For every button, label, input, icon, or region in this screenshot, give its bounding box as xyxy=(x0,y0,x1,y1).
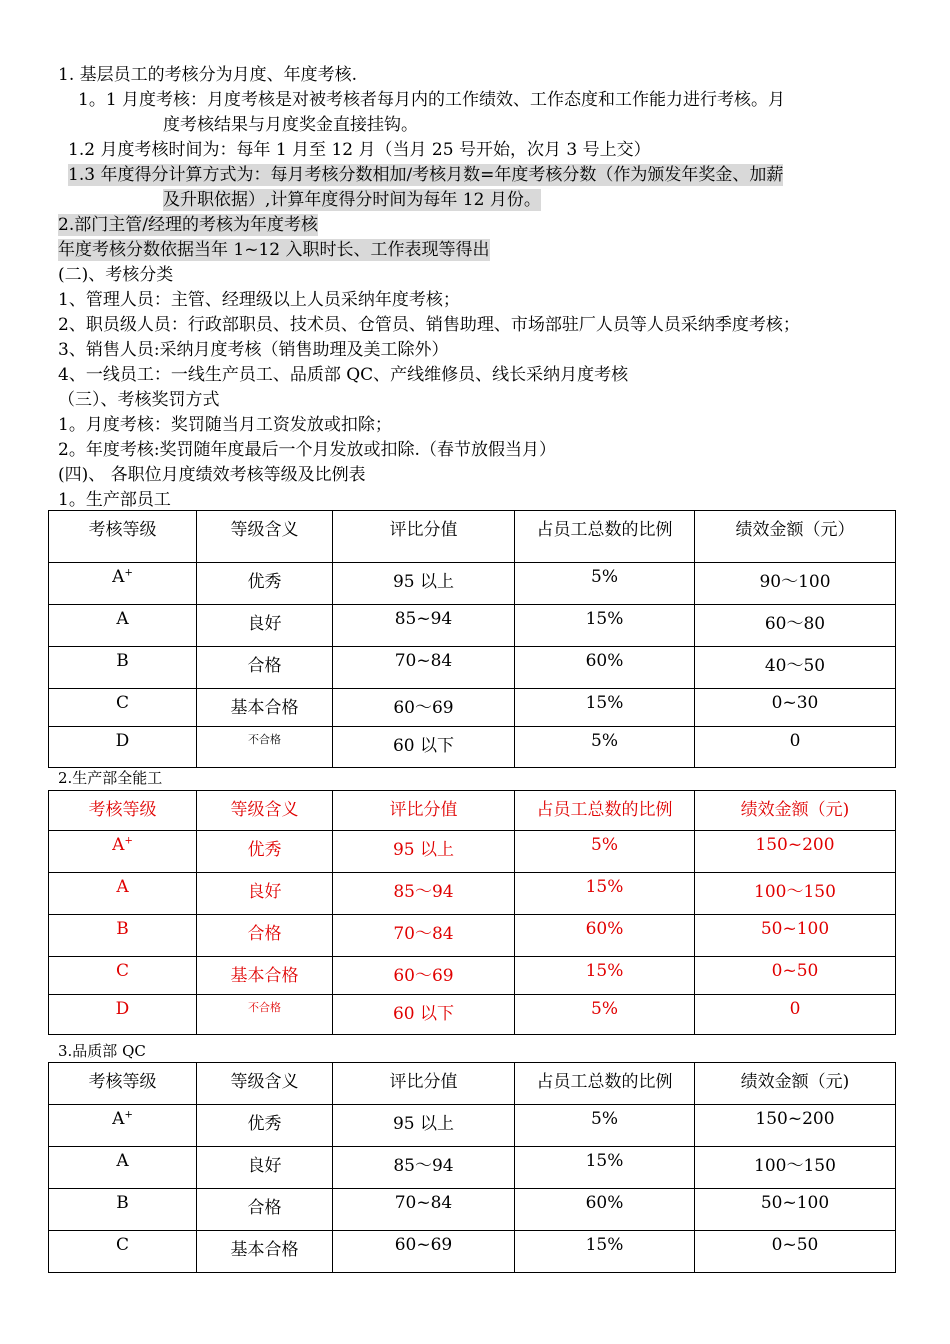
table-row xyxy=(49,957,896,995)
table-caption-2: 2.生产部全能工 xyxy=(58,769,163,787)
score-cell: 85～94 xyxy=(333,1147,515,1189)
ratio-cell: 15% xyxy=(515,1231,695,1273)
header-cell: 考核等级 xyxy=(49,1063,197,1105)
meaning-cell: 基本合格 xyxy=(197,689,333,727)
grade-cell: C xyxy=(49,689,197,727)
ratio-cell: 5% xyxy=(515,831,695,873)
table-row xyxy=(49,915,896,957)
ratio-cell: 60% xyxy=(515,647,695,689)
meaning-cell: 良好 xyxy=(197,1147,333,1189)
header-cell: 考核等级 xyxy=(49,791,197,831)
header-cell: 评比分值 xyxy=(333,511,515,563)
grade-cell: D xyxy=(49,995,197,1035)
amount-cell: 0~50 xyxy=(695,1231,896,1273)
grade-cell: B xyxy=(49,915,197,957)
ratio-cell: 5% xyxy=(515,727,695,768)
section-heading-4: (四)、 各职位月度绩效考核等级及比例表 xyxy=(58,465,366,485)
grade-cell: B xyxy=(49,1189,197,1231)
table-row xyxy=(49,1189,896,1231)
amount-cell: 0 xyxy=(695,727,896,768)
meaning-cell: 良好 xyxy=(197,605,333,647)
score-cell: 70~84 xyxy=(333,1189,515,1231)
table-row xyxy=(49,605,896,647)
category-item-4: 4、一线员工：一线生产员工、品质部 QC、产线维修员、线长采纳月度考核 xyxy=(58,365,629,385)
ratio-cell: 15% xyxy=(515,873,695,915)
ratio-cell: 5% xyxy=(515,563,695,605)
amount-cell: 90～100 xyxy=(695,563,896,605)
score-cell: 85～94 xyxy=(333,873,515,915)
paragraph-1-2: 1.2 月度考核时间为：每年 1 月至 12 月（当月 25 号开始，次月 3 号上交） xyxy=(68,140,651,160)
table-row xyxy=(49,1105,896,1147)
score-cell: 60～69 xyxy=(333,957,515,995)
paragraph-2-detail: 年度考核分数依据当年 1~12 入职时长、工作表现等得出 xyxy=(58,240,490,260)
amount-cell: 40～50 xyxy=(695,647,896,689)
ratio-cell: 60% xyxy=(515,915,695,957)
meaning-cell: 不合格 xyxy=(197,727,333,768)
table-row xyxy=(49,995,896,1035)
grade-table-qc xyxy=(48,1062,896,1273)
amount-cell: 0~50 xyxy=(695,957,896,995)
grade-cell: B xyxy=(49,647,197,689)
header-cell: 绩效金额（元) xyxy=(695,1063,896,1105)
header-cell: 占员工总数的比例 xyxy=(515,791,695,831)
amount-cell: 0~30 xyxy=(695,689,896,727)
paragraph-1-3-cont: 及升职依据）,计算年度得分时间为每年 12 月份。 xyxy=(163,190,541,210)
header-cell: 占员工总数的比例 xyxy=(515,511,695,563)
reward-item-2: 2。年度考核:奖罚随年度最后一个月发放或扣除.（春节放假当月） xyxy=(58,440,556,460)
table-row xyxy=(49,1147,896,1189)
section-heading-2: (二)、考核分类 xyxy=(58,265,174,285)
header-cell: 等级含义 xyxy=(197,791,333,831)
meaning-cell: 合格 xyxy=(197,915,333,957)
meaning-cell: 合格 xyxy=(197,1189,333,1231)
ratio-cell: 5% xyxy=(515,995,695,1035)
grade-cell: C xyxy=(49,957,197,995)
table-row xyxy=(49,1231,896,1273)
meaning-cell: 优秀 xyxy=(197,563,333,605)
ratio-cell: 15% xyxy=(515,605,695,647)
grade-cell: A xyxy=(49,1147,197,1189)
category-item-3: 3、销售人员:采纳月度考核（销售助理及美工除外） xyxy=(58,340,449,360)
amount-cell: 150~200 xyxy=(695,831,896,873)
category-item-1: 1、管理人员：主管、经理级以上人员采纳年度考核； xyxy=(58,290,460,310)
amount-cell: 100～150 xyxy=(695,1147,896,1189)
category-item-2: 2、职员级人员：行政部职员、技术员、仓管员、销售助理、市场部驻厂人员等人员采纳季度考核； xyxy=(58,315,800,335)
amount-cell: 100～150 xyxy=(695,873,896,915)
meaning-cell: 良好 xyxy=(197,873,333,915)
grade-cell: C xyxy=(49,1231,197,1273)
ratio-cell: 15% xyxy=(515,689,695,727)
header-cell: 绩效金额（元） xyxy=(695,511,896,563)
table-header-row xyxy=(49,511,896,563)
paragraph-1: 1. 基层员工的考核分为月度、年度考核. xyxy=(58,65,358,85)
amount-cell: 0 xyxy=(695,995,896,1035)
meaning-cell: 优秀 xyxy=(197,831,333,873)
ratio-cell: 5% xyxy=(515,1105,695,1147)
header-cell: 绩效金额（元) xyxy=(695,791,896,831)
header-cell: 评比分值 xyxy=(333,791,515,831)
grade-cell: A xyxy=(49,605,197,647)
ratio-cell: 15% xyxy=(515,957,695,995)
amount-cell: 50~100 xyxy=(695,915,896,957)
paragraph-1-1: 1。1 月度考核：月度考核是对被考核者每月内的工作绩效、工作态度和工作能力进行考核。月 xyxy=(78,90,786,110)
table-caption-3: 3.品质部 QC xyxy=(58,1042,146,1060)
paragraph-2: 2.部门主管/经理的考核为年度考核 xyxy=(58,215,318,235)
table-row xyxy=(49,563,896,605)
header-cell: 占员工总数的比例 xyxy=(515,1063,695,1105)
meaning-cell: 基本合格 xyxy=(197,1231,333,1273)
score-cell: 95 以上 xyxy=(333,831,515,873)
meaning-cell: 基本合格 xyxy=(197,957,333,995)
ratio-cell: 60% xyxy=(515,1189,695,1231)
score-cell: 60 以下 xyxy=(333,995,515,1035)
header-cell: 等级含义 xyxy=(197,511,333,563)
score-cell: 95 以上 xyxy=(333,1105,515,1147)
score-cell: 60～69 xyxy=(333,689,515,727)
grade-table-production xyxy=(48,510,896,768)
score-cell: 70～84 xyxy=(333,915,515,957)
header-cell: 评比分值 xyxy=(333,1063,515,1105)
table-row xyxy=(49,873,896,915)
ratio-cell: 15% xyxy=(515,1147,695,1189)
table-row xyxy=(49,831,896,873)
score-cell: 85~94 xyxy=(333,605,515,647)
table-header-row xyxy=(49,791,896,831)
header-cell: 等级含义 xyxy=(197,1063,333,1105)
table-row xyxy=(49,647,896,689)
grade-cell: A xyxy=(49,873,197,915)
score-cell: 60~69 xyxy=(333,1231,515,1273)
paragraph-1-3: 1.3 年度得分计算方式为：每月考核分数相加/考核月数=年度考核分数（作为颁发年奖金、加薪 xyxy=(68,165,784,185)
table-caption-1: 1。生产部员工 xyxy=(58,490,171,510)
table-row xyxy=(49,689,896,727)
grade-cell: A+ xyxy=(49,1105,197,1147)
score-cell: 95 以上 xyxy=(333,563,515,605)
grade-cell: A+ xyxy=(49,831,197,873)
score-cell: 60 以下 xyxy=(333,727,515,768)
amount-cell: 60～80 xyxy=(695,605,896,647)
reward-item-1: 1。月度考核：奖罚随当月工资发放或扣除； xyxy=(58,415,392,435)
grade-cell: D xyxy=(49,727,197,768)
amount-cell: 50~100 xyxy=(695,1189,896,1231)
score-cell: 70~84 xyxy=(333,647,515,689)
meaning-cell: 合格 xyxy=(197,647,333,689)
paragraph-1-1-cont: 度考核结果与月度奖金直接挂钩。 xyxy=(163,115,418,135)
section-heading-3: （三）、考核奖罚方式 xyxy=(58,390,220,410)
table-row xyxy=(49,727,896,768)
table-header-row xyxy=(49,1063,896,1105)
meaning-cell: 不合格 xyxy=(197,995,333,1035)
grade-table-allround xyxy=(48,790,896,1035)
meaning-cell: 优秀 xyxy=(197,1105,333,1147)
amount-cell: 150~200 xyxy=(695,1105,896,1147)
grade-cell: A+ xyxy=(49,563,197,605)
header-cell: 考核等级 xyxy=(49,511,197,563)
